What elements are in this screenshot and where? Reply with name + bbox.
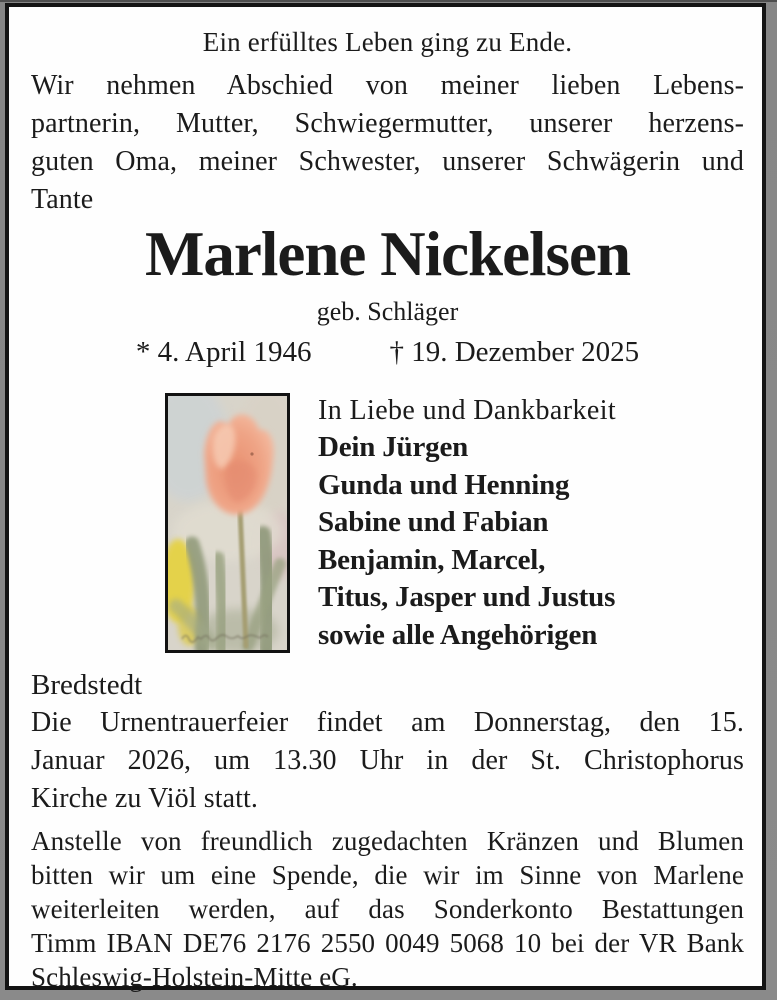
- city-line: Bredstedt: [31, 669, 143, 701]
- donation-line: bitten wir um eine Spende, die wir im Sinne von Marlene: [31, 860, 744, 890]
- mourner-line: sowie alle Angehörigen: [318, 618, 598, 651]
- death-date: † 19. Dezember 2025: [389, 336, 640, 368]
- photo-and-mourners: [165, 393, 744, 654]
- mourner-line: Gunda und Henning: [318, 468, 570, 501]
- mourners-block: [318, 393, 616, 654]
- donation-line: Schleswig-Holstein-Mitte eG.: [31, 962, 358, 992]
- intro-line: guten Oma, meiner Schwester, unserer Schwägerin und: [31, 146, 744, 177]
- maiden-name: geb. Schläger: [316, 297, 459, 326]
- donation-line: Anstelle von freundlich zugedachten Kränzen und Blumen: [31, 826, 744, 856]
- service-line: Die Urnentrauerfeier findet am Donnerstag, den 15.: [31, 707, 744, 738]
- opening-line: Ein erfülltes Leben ging zu Ende.: [202, 27, 573, 57]
- service-line: Kirche zu Viöl statt.: [31, 783, 258, 814]
- intro-line: Tante: [31, 184, 94, 215]
- deceased-name: Marlene Nickelsen: [144, 219, 631, 289]
- tulip-watercolor-image: [165, 393, 290, 653]
- mourner-line: Dein Jürgen: [318, 431, 469, 463]
- tribute-intro-line: In Liebe und Dankbarkeit: [318, 395, 617, 426]
- intro-paragraph: [31, 67, 744, 219]
- intro-line: Wir nehmen Abschied von meiner lieben Lebens-: [31, 70, 744, 101]
- birth-date: * 4. April 1946: [135, 336, 312, 368]
- mourner-line: Benjamin, Marcel,: [318, 543, 546, 576]
- service-paragraph: [31, 704, 744, 818]
- life-dates: [31, 335, 744, 369]
- obituary-notice: [5, 3, 766, 990]
- donation-line: weiterleiten werden, auf das Sonderkonto Bestattungen: [31, 894, 744, 924]
- donation-line: Timm IBAN DE76 2176 2550 0049 5068 10 bei der VR Bank: [31, 928, 744, 958]
- mourner-line: Sabine und Fabian: [318, 506, 549, 538]
- intro-line: partnerin, Mutter, Schwiegermutter, unserer herzens-: [31, 108, 744, 139]
- donation-paragraph: [31, 824, 744, 994]
- mourner-line: Titus, Jasper und Justus: [318, 581, 616, 613]
- notice-content: [9, 7, 762, 994]
- service-line: Januar 2026, um 13.30 Uhr in der St. Christophorus: [31, 745, 744, 776]
